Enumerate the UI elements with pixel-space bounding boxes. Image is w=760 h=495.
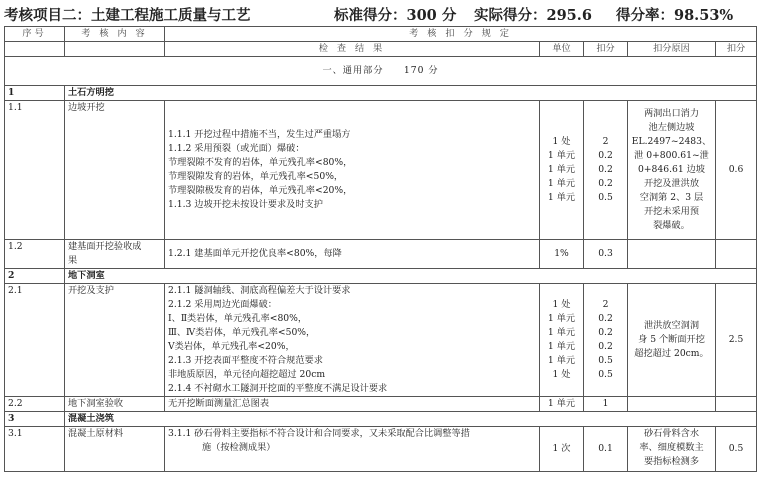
- row-no: 3.1: [5, 427, 65, 472]
- result-line: 节理裂隙极发育的岩体，单元残孔率<20%，: [168, 185, 353, 196]
- name-line: 果: [68, 255, 78, 266]
- reason-line: EL.2497~2483、: [631, 136, 712, 147]
- section-no: 2: [5, 269, 65, 284]
- row-reason: [628, 101, 716, 240]
- row-deduct: [584, 284, 628, 397]
- part-title: 一、通用部分 170 分: [5, 57, 757, 86]
- standard-score: 标准得分：300 分: [334, 7, 457, 24]
- header-unit: 单位: [540, 42, 584, 57]
- deduct-value: 0.5: [598, 355, 613, 366]
- result-line: 2.1.4 不衬砌水工隧洞开挖面的平整度不满足设计要求: [168, 383, 388, 394]
- row-name: [65, 240, 165, 269]
- score-rate: 得分率：98.53%: [616, 7, 734, 24]
- row-reason: [628, 284, 716, 397]
- deduct-value: 0.2: [598, 327, 613, 338]
- section-name: 地下洞室: [65, 269, 757, 284]
- reason-line: 池左侧边坡: [648, 122, 695, 133]
- deduct-value: 2: [602, 136, 609, 147]
- unit-value: 1 处: [552, 369, 571, 380]
- project-title: 考核项目二：土建工程施工质量与工艺: [4, 7, 251, 24]
- reason-line: 身 5 个断面开挖: [638, 334, 705, 345]
- assessment-table: [4, 26, 757, 472]
- header-reason: 扣分原因: [628, 42, 716, 57]
- part-row: [5, 57, 757, 86]
- row-unit: [540, 284, 584, 397]
- result-line: 非地质原因，单元径向超挖超过 20cm: [168, 369, 326, 380]
- row-name: 混凝土原材料: [65, 427, 165, 472]
- row-name: 边坡开挖: [65, 101, 165, 240]
- reason-line: 砂石骨料含水: [643, 428, 700, 439]
- row-result: [165, 101, 540, 240]
- table-row: [5, 284, 757, 397]
- name-line: 建基面开挖验收成: [68, 241, 142, 252]
- row-result: 1.2.1 建基面单元开挖优良率<80%，每降: [165, 240, 540, 269]
- section-name: 混凝土浇筑: [65, 412, 757, 427]
- reason-line: 空洞第 2、3 层: [639, 192, 704, 203]
- reason-line: 开挖及泄洪放: [643, 178, 700, 189]
- page-title: [4, 3, 756, 25]
- deduct-value: 0.2: [598, 313, 613, 324]
- row-name: 地下洞室验收: [65, 397, 165, 412]
- unit-value: 1 单元: [547, 192, 576, 203]
- unit-value: 1 单元: [547, 341, 576, 352]
- row-unit: 1 次: [540, 427, 584, 472]
- unit-value: 1 单元: [547, 327, 576, 338]
- header-seq: 序号: [5, 27, 65, 42]
- header-deduct-2: 扣分: [716, 42, 757, 57]
- result-line: 3.1.1 砂石骨料主要指标不符合设计和合同要求，又未采取配合比调整等措: [168, 428, 470, 439]
- row-reason: [628, 240, 716, 269]
- unit-value: 1 单元: [547, 164, 576, 175]
- result-line: Ⅲ、Ⅳ类岩体，单元残孔率<50%，: [168, 327, 316, 338]
- header-row-2: [5, 42, 757, 57]
- reason-line: 两洞出口消力: [643, 108, 700, 119]
- deduct-value: 0.5: [598, 369, 613, 380]
- reason-line: 泄 0+800.61~泄: [634, 150, 709, 161]
- result-line: 施（按检测成果）: [202, 442, 276, 453]
- row-total: 0.6: [716, 101, 757, 240]
- reason-line: 开挖未采用预: [643, 206, 700, 217]
- deduct-value: 0.2: [598, 150, 613, 161]
- reason-line: 裂爆破。: [653, 220, 690, 231]
- section-name: 土石方明挖: [65, 86, 757, 101]
- row-total: [716, 397, 757, 412]
- header-row-1: [5, 27, 757, 42]
- result-line: 2.1.2 采用周边光面爆破：: [168, 299, 277, 310]
- reason-line: 率、细度模数主: [639, 442, 704, 453]
- result-line: 1.1.3 边坡开挖未按设计要求及时支护: [168, 199, 323, 210]
- row-total: [716, 240, 757, 269]
- reason-line: 0+846.61 边坡: [638, 164, 705, 175]
- unit-value: 1 处: [552, 136, 571, 147]
- row-no: 2.1: [5, 284, 65, 397]
- unit-value: 1 单元: [547, 150, 576, 161]
- header-blank-2: [65, 42, 165, 57]
- reason-line: 泄洪放空洞洞: [643, 320, 700, 331]
- deduct-value: 0.2: [598, 341, 613, 352]
- header-rules: 考 核 扣 分 规 定: [165, 27, 757, 42]
- section-row-2: [5, 269, 757, 284]
- deduct-value: 2: [602, 299, 609, 310]
- section-row-1: [5, 86, 757, 101]
- row-reason: [628, 427, 716, 472]
- actual-score: 实际得分：295.6: [474, 7, 592, 24]
- result-line: 节理裂隙不发育的岩体，单元残孔率<80%，: [168, 157, 353, 168]
- deduct-value: 0.2: [598, 178, 613, 189]
- unit-value: 1 单元: [547, 178, 576, 189]
- header-blank-1: [5, 42, 65, 57]
- table-row: [5, 240, 757, 269]
- row-unit: [540, 101, 584, 240]
- result-line: 节理裂隙发育的岩体，单元残孔率<50%，: [168, 171, 344, 182]
- row-no: 2.2: [5, 397, 65, 412]
- table-row: [5, 101, 757, 240]
- row-deduct: [584, 101, 628, 240]
- row-reason: [628, 397, 716, 412]
- row-total: 2.5: [716, 284, 757, 397]
- header-result: 检 查 结 果: [165, 42, 540, 57]
- result-line: Ⅴ类岩体，单元残孔率<20%，: [168, 341, 295, 352]
- row-result: [165, 427, 540, 472]
- result-line: 2.1.1 隧洞轴线、洞底高程偏差大于设计要求: [168, 285, 351, 296]
- unit-value: 1 单元: [547, 313, 576, 324]
- row-unit: 1%: [540, 240, 584, 269]
- row-deduct: 0.1: [584, 427, 628, 472]
- section-no: 3: [5, 412, 65, 427]
- table-row: [5, 427, 757, 472]
- result-line: 2.1.3 开挖表面平整度不符合规范要求: [168, 355, 323, 366]
- deduct-value: 0.2: [598, 164, 613, 175]
- table-row: [5, 397, 757, 412]
- row-result: 无开挖断面测量汇总图表: [165, 397, 540, 412]
- row-total: 0.5: [716, 427, 757, 472]
- unit-value: 1 单元: [547, 355, 576, 366]
- section-row-3: [5, 412, 757, 427]
- result-line: Ⅰ、Ⅱ类岩体，单元残孔率<80%，: [168, 313, 308, 324]
- result-line: 1.1.1 开挖过程中措施不当，发生过严重塌方: [168, 129, 351, 140]
- row-no: 1.2: [5, 240, 65, 269]
- reason-line: 要指标检测多: [643, 456, 700, 467]
- row-result: [165, 284, 540, 397]
- row-name: 开挖及支护: [65, 284, 165, 397]
- header-content: 考 核 内 容: [65, 27, 165, 42]
- deduct-value: 0.5: [598, 192, 613, 203]
- row-unit: 1 单元: [540, 397, 584, 412]
- unit-value: 1 处: [552, 299, 571, 310]
- result-line: 1.1.2 采用预裂（或光面）爆破：: [168, 143, 305, 154]
- row-deduct: 1: [584, 397, 628, 412]
- reason-line: 超挖超过 20cm。: [634, 348, 709, 359]
- row-deduct: 0.3: [584, 240, 628, 269]
- header-deduct: 扣分: [584, 42, 628, 57]
- section-no: 1: [5, 86, 65, 101]
- row-no: 1.1: [5, 101, 65, 240]
